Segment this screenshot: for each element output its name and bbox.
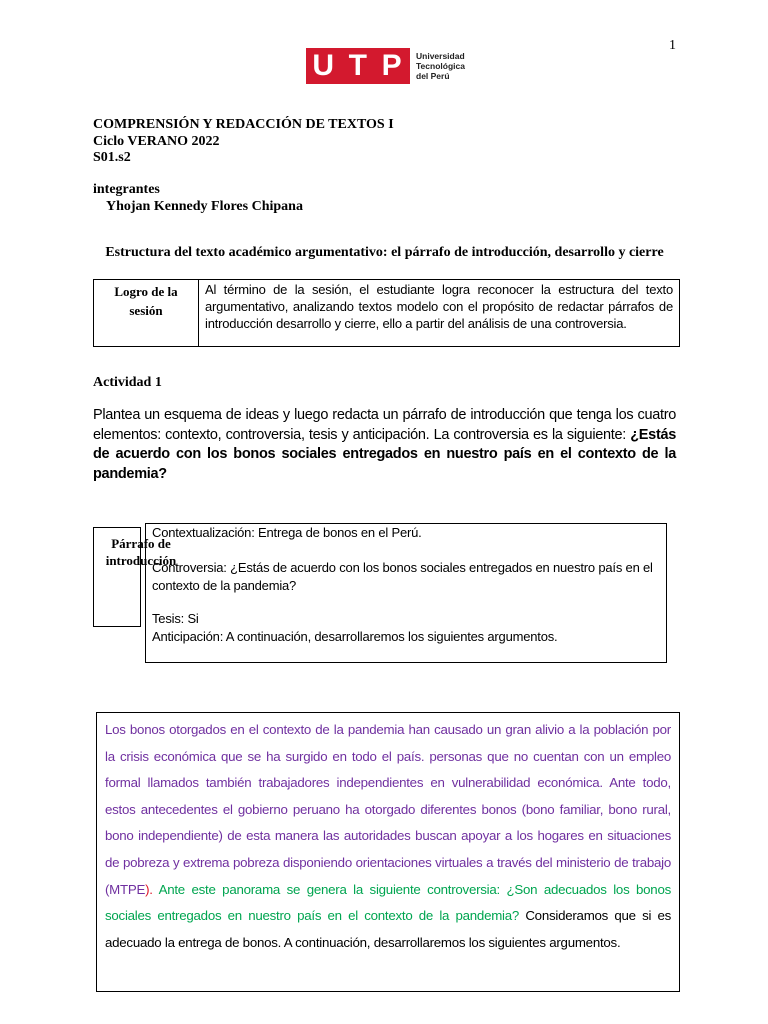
logo-letter-p: P (381, 49, 404, 82)
logro-table (93, 279, 680, 347)
scheme-context: Contextualización: Entrega de bonos en el Perú. (152, 525, 422, 540)
activity-title: Actividad 1 (93, 375, 162, 390)
logo-line3: del Perú (416, 71, 450, 81)
course-name: COMPRENSIÓN Y REDACCIÓN DE TEXTOS I (93, 117, 394, 132)
logro-text: Al término de la sesión, el estudiante logra reconocer la estructura del texto argumentativo, analizando textos modelo con el propósito de redactar párrafos de introducción desarrollo y cierre, ello a partir del análisis de una controversia. (205, 282, 673, 331)
paragraph-paren: ). (145, 881, 153, 897)
utp-logo (306, 48, 476, 84)
scheme-box (145, 523, 667, 663)
logro-label-line1: Logro de la (114, 284, 178, 299)
member-name: Yhojan Kennedy Flores Chipana (106, 199, 303, 214)
logo-line1: Universidad (416, 51, 465, 61)
paragraph-controversy: Ante este panorama se genera la siguiente controversia: ¿Son adecuados los bonos sociales entregados en nuestro país en el contexto de la pandemia? (105, 881, 671, 924)
members-label: integrantes (93, 182, 160, 197)
scheme-label-line2: introducción (105, 553, 177, 568)
paragraph-thesis: Consideramos que si es adecuado la entrega de bonos. A continuación, desarrollaremos los siguientes argumentos. (105, 908, 671, 950)
scheme-anticipation: Anticipación: A continuación, desarrollaremos los siguientes argumentos. (152, 629, 558, 644)
scheme-controversy: Controversia: ¿Estás de acuerdo con los bonos sociales entregados en nuestro país en el contexto de la pandemia? (152, 560, 653, 593)
paragraph-context: Los bonos otorgados en el contexto de la pandemia han causado un gran alivio a la población por la crisis económica que se ha surgido en todo el país. personas que no cuentan con un empleo formal llamados también trabajadores independientes en vulnerabilidad económica. Ante todo, estos antecedentes el gobierno peruano ha otorgado diferentes bonos (bono familiar, bono rural, bono independiente) de esta manera las autoridades buscan apoyar a los hogares en situaciones de pobreza y extrema pobreza disponiendo orientaciones virtuales a través del ministerio de trabajo (MTPE (105, 722, 671, 897)
introduction-paragraph (96, 712, 680, 992)
document-title: Estructura del texto académico argumentativo: el párrafo de introducción, desarrollo y cierre (105, 245, 664, 260)
page-number: 1 (669, 38, 676, 53)
cycle: Ciclo VERANO 2022 (93, 134, 220, 149)
logo-letter-t: T (348, 49, 369, 82)
logo-university-name (416, 51, 465, 81)
instructions-text: Plantea un esquema de ideas y luego redacta un párrafo de introducción que tenga los cuatro elementos: contexto, controversia, tesis y anticipación. La controversia es la siguiente: (93, 407, 676, 443)
utp-logo-mark (306, 48, 410, 84)
logo-line2: Tecnológica (416, 61, 465, 71)
logo-letter-u: U (312, 49, 336, 82)
scheme-thesis: Tesis: Si (152, 611, 199, 626)
controversy-question: ¿Estás de acuerdo con los bonos sociales entregados en nuestro país en el contexto de la pandemia? (93, 426, 676, 482)
session-code: S01.s2 (93, 150, 131, 165)
scheme-label-line1: Párrafo de (111, 536, 171, 551)
logro-label (94, 280, 199, 346)
activity-instructions (93, 406, 676, 484)
logro-label-line2: sesión (129, 303, 163, 318)
